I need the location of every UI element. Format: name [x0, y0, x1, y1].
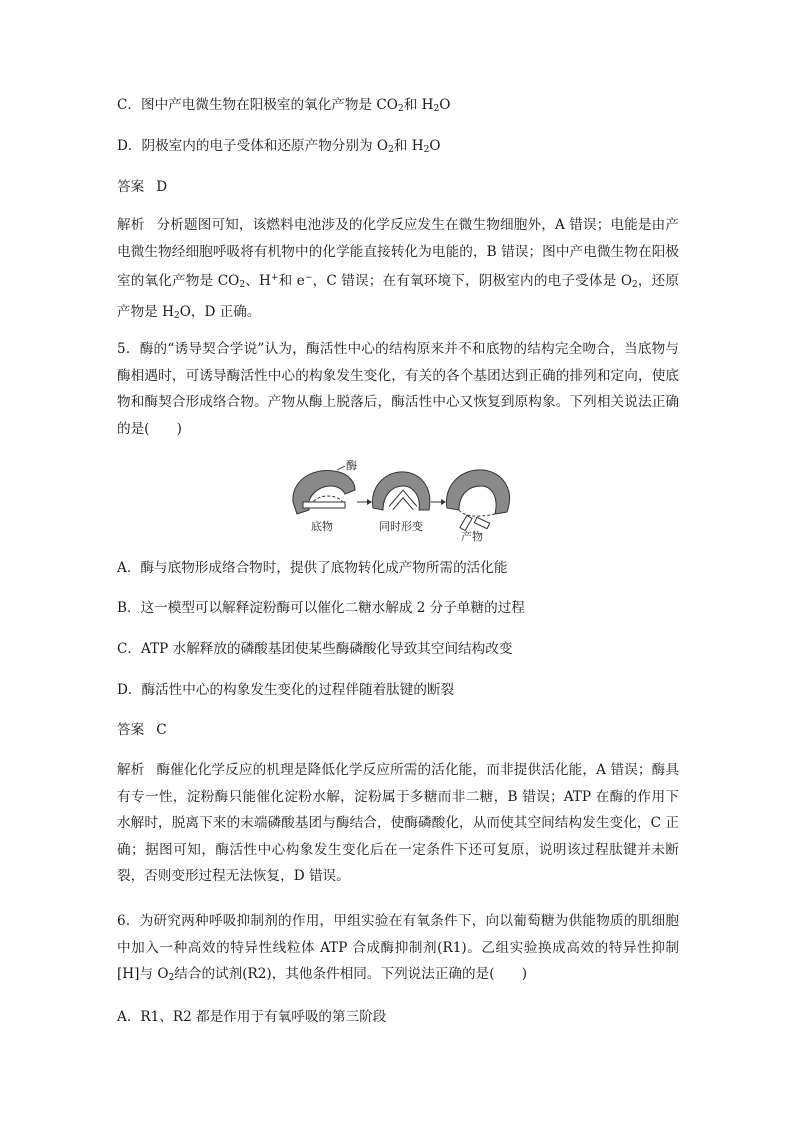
q5-option-b: B．这一模型可以解释淀粉酶可以催化二糖水解成 2 分子单糖的过程	[117, 600, 525, 616]
explanation-5: 解析 酶催化化学反应的机理是降低化学反应所需的活化能，而非提供活化能，A 错误；酶具有专一性，淀粉酶只能催化淀粉水解，淀粉属于多糖而非二糖，B 错误；ATP 在酶的作用下水解时，脱离下来的末端磷酸基团与酶结合，使酶磷酸化，从而使其空间结构发生变化，C 正确；据图可知，酶活性中心构象发生变化后在一定条件下还可复原，说明该过程肽键并未断裂，否则变形过程无法恢复，D 错误。	[117, 762, 679, 884]
substrate-label: 底物	[311, 520, 333, 533]
q5-option-c: C．ATP 水解释放的磷酸基团使某些酶磷酸化导致其空间结构改变	[117, 641, 513, 657]
q6-option-a: A．R1、R2 都是作用于有氧呼吸的第三阶段	[117, 1009, 387, 1025]
answer-5: 答案 C	[117, 722, 167, 738]
option-c: C．图中产电微生物在阳极室的氧化产物是 $CO_2$和 $H_2O$	[117, 97, 451, 114]
q5-option-d: D．酶活性中心的构象发生变化的过程伴随着肽键的断裂	[117, 682, 455, 698]
explanation-4: 解析 分析题图可知，该燃料电池涉及的化学反应发生在微生物细胞外，A 错误；电能是由产电微生物经细胞呼吸将有机物中的化学能直接转化为电能的，B 错误；图中产电微生物在阳极室的氧化产物是 $CO_2$、H+和 e−，C 错误；在有氧环境下，阴极室内的电子受体是 $O_2$，还原产物是 $H_2O$，D 正确。	[117, 217, 680, 321]
answer-4: 答案 D	[117, 179, 168, 195]
change-label: 同时形变	[379, 520, 423, 533]
q5-option-a: A．酶与底物形成络合物时，提供了底物转化成产物所需的活化能	[117, 560, 508, 576]
enzyme-induced-shape	[372, 472, 429, 510]
question-5: 5．酶的“诱导契合学说”认为，酶活性中心的结构原来并不和底物的结构完全吻合，当底物与酶相遇时，可诱导酶活性中心的构象发生变化，有关的各个基团达到正确的排列和定向，使底物和酶契合形成络合物。产物从酶上脱落后，酶活性中心又恢复到原构象。下列相关说法正确的是( )	[117, 341, 679, 437]
option-d: D．阴极室内的电子受体和还原产物分别为 $O_2$和 $H_2O$	[117, 138, 441, 155]
product-label: 产物	[461, 530, 483, 542]
enzyme-product-shape	[446, 470, 509, 531]
enzyme-substrate-shape	[293, 470, 355, 514]
induced-fit-figure	[287, 460, 517, 542]
question-6: 6．为研究两种呼吸抑制剂的作用，甲组实验在有氧条件下，向以葡萄糖为供能物质的肌细胞中加入一种高效的特异性线粒体 ATP 合成酶抑制剂(R1)。乙组实验换成高效的特异性抑制[H]与 $O_2$结合的试剂(R2)，其他条件相同。下列说法正确的是( )	[117, 913, 679, 983]
enzyme-label: 酶	[346, 460, 357, 472]
